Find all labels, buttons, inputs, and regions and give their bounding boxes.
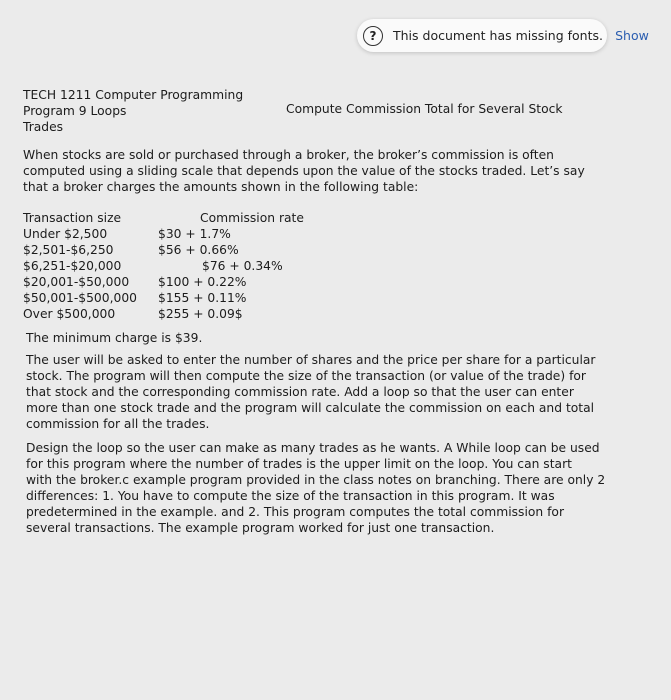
intro-line: that a broker charges the amounts shown in the following table: — [23, 180, 419, 194]
table-cell-size: $20,001-$50,000 — [23, 275, 130, 289]
table-cell-size: $50,001-$500,000 — [23, 291, 137, 305]
table-cell-rate: $100 + 0.22% — [158, 275, 247, 289]
para3-line: predetermined in the example. and 2. This program computes the total commission for — [26, 505, 565, 519]
document-title: Compute Commission Total for Several Stock — [286, 102, 563, 116]
para3-line: for this program where the number of trades is the upper limit on the loop. You can start — [26, 457, 572, 471]
table-cell-rate: $76 + 0.34% — [202, 259, 283, 273]
para3-line: several transactions. The example program worked for just one transaction. — [26, 521, 495, 535]
show-button[interactable]: Show — [615, 28, 649, 43]
para3-line: with the broker.c example program provided in the class notes on branching. There are only 2 — [26, 473, 606, 487]
banner-message: This document has missing fonts. — [393, 28, 603, 43]
intro-line: When stocks are sold or purchased through a broker, the broker’s commission is often — [23, 148, 554, 162]
program-name: Program 9 Loops — [23, 104, 127, 118]
minimum-charge: The minimum charge is $39. — [26, 331, 203, 345]
table-cell-size: $2,501-$6,250 — [23, 243, 114, 257]
para2-line: commission for all the trades. — [26, 417, 210, 431]
intro-line: computed using a sliding scale that depends upon the value of the stocks traded. Let’s say — [23, 164, 585, 178]
table-cell-rate: $155 + 0.11% — [158, 291, 247, 305]
table-cell-rate: $255 + 0.09$ — [158, 307, 243, 321]
table-cell-rate: $30 + 1.7% — [158, 227, 231, 241]
para2-line: that stock and the corresponding commission rate. Add a loop so that the user can enter — [26, 385, 574, 399]
para3-line: Design the loop so the user can make as many trades as he wants. A While loop can be used — [26, 441, 600, 455]
course-name: TECH 1211 Computer Programming — [23, 88, 244, 102]
table-cell-size: Under $2,500 — [23, 227, 108, 241]
table-cell-rate: $56 + 0.66% — [158, 243, 239, 257]
para2-line: stock. The program will then compute the size of the transaction (or value of the trade) for — [26, 369, 586, 383]
para2-line: The user will be asked to enter the number of shares and the price per share for a particular — [26, 353, 596, 367]
question-circle-icon: ? — [363, 26, 383, 46]
table-cell-size: Over $500,000 — [23, 307, 116, 321]
table-cell-size: $6,251-$20,000 — [23, 259, 122, 273]
table-header-size: Transaction size — [23, 211, 122, 225]
para2-line: more than one stock trade and the program will calculate the commission on each and total — [26, 401, 595, 415]
missing-fonts-banner — [357, 19, 607, 52]
topic-name: Trades — [23, 120, 64, 134]
para3-line: differences: 1. You have to compute the size of the transaction in this program. It was — [26, 489, 555, 503]
table-header-rate: Commission rate — [200, 211, 304, 225]
